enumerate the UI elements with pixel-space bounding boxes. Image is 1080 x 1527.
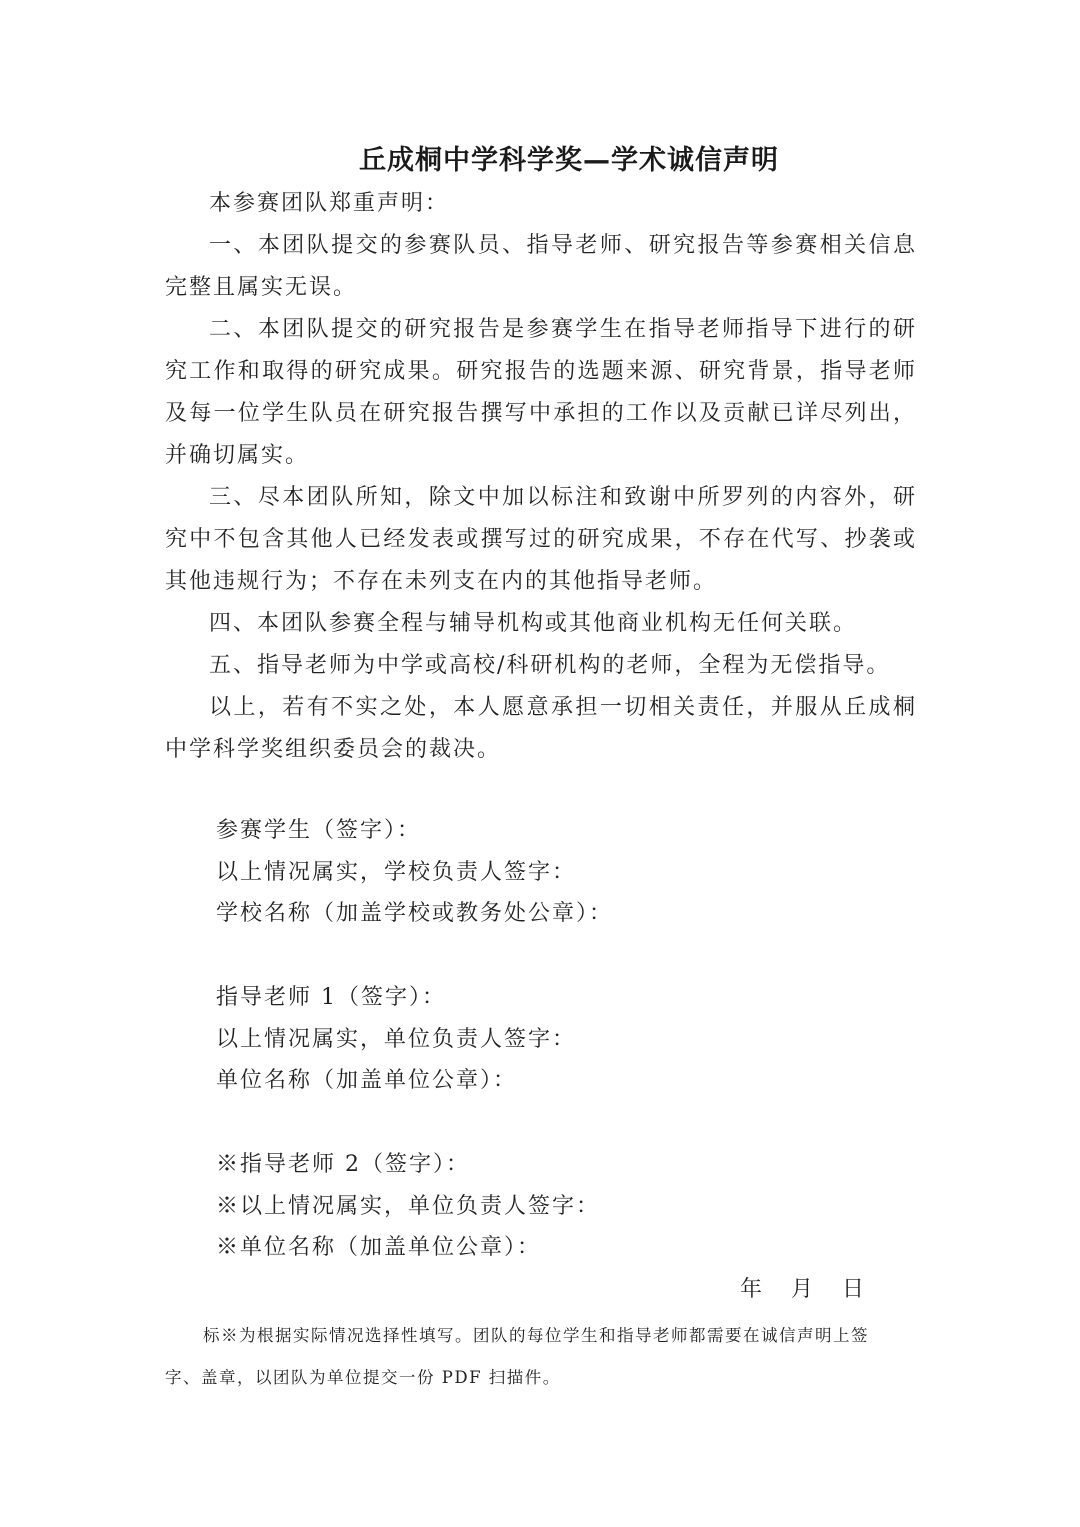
declaration-item-4: 四、本团队参赛全程与辅导机构或其他商业机构无任何关联。 [209, 611, 858, 636]
footnote-text: 标※为根据实际情况选择性填写。团队的每位学生和指导老师都需要在诚信声明上签字、盖章，以团队为单位提交一份 PDF 扫描件。 [165, 1326, 869, 1387]
advisor2-signature-block [216, 1144, 916, 1269]
declaration-intro: 本参赛团队郑重声明： [209, 191, 450, 216]
advisor2-unit-name-line: ※单位名称（加盖单位公章）： [216, 1235, 542, 1260]
declaration-item-2: 二、本团队提交的研究报告是参赛学生在指导老师指导下进行的研究工作和取得的研究成果。研究报告的选题来源、研究背景，指导老师及每一位学生队员在研究报告撰写中承担的工作以及贡献已详尽列出，并确切属实。 [165, 317, 917, 468]
declaration-body [165, 183, 917, 771]
student-signature-line: 参赛学生（签字）： [216, 818, 422, 843]
advisor1-unit-name-line: 单位名称（加盖单位公章）： [216, 1068, 518, 1093]
school-name-line: 学校名称（加盖学校或教务处公章）： [216, 901, 614, 926]
advisor1-signature-block [216, 977, 916, 1102]
footnote [165, 1315, 885, 1399]
declaration-item-5: 五、指导老师为中学或高校/科研机构的老师，全程为无偿指导。 [209, 653, 891, 678]
advisor1-signature-line: 指导老师 1（签字）： [216, 985, 446, 1010]
advisor2-unit-head-signature-line: ※以上情况属实，单位负责人签字： [216, 1193, 601, 1219]
date-line: 年 月 日 [740, 1277, 866, 1302]
declaration-item-1: 一、本团队提交的参赛队员、指导老师、研究报告等参赛相关信息完整且属实无误。 [165, 233, 917, 300]
advisor2-signature-line: ※指导老师 2（签字）： [216, 1152, 470, 1177]
declaration-closing: 以上，若有不实之处，本人愿意承担一切相关责任，并服从丘成桐中学科学奖组织委员会的裁决。 [165, 695, 917, 762]
student-signature-block [216, 810, 916, 935]
declaration-item-3: 三、尽本团队所知，除文中加以标注和致谢中所罗列的内容外，研究中不包含其他人已经发表或撰写过的研究成果，不存在代写、抄袭或其他违规行为；不存在未列支在内的其他指导老师。 [165, 485, 917, 594]
advisor1-unit-head-signature-line: 以上情况属实，单位负责人签字： [216, 1026, 577, 1052]
school-head-signature-line: 以上情况属实，学校负责人签字： [216, 859, 577, 885]
document-title: 丘成桐中学科学奖—学术诚信声明 [359, 145, 779, 176]
